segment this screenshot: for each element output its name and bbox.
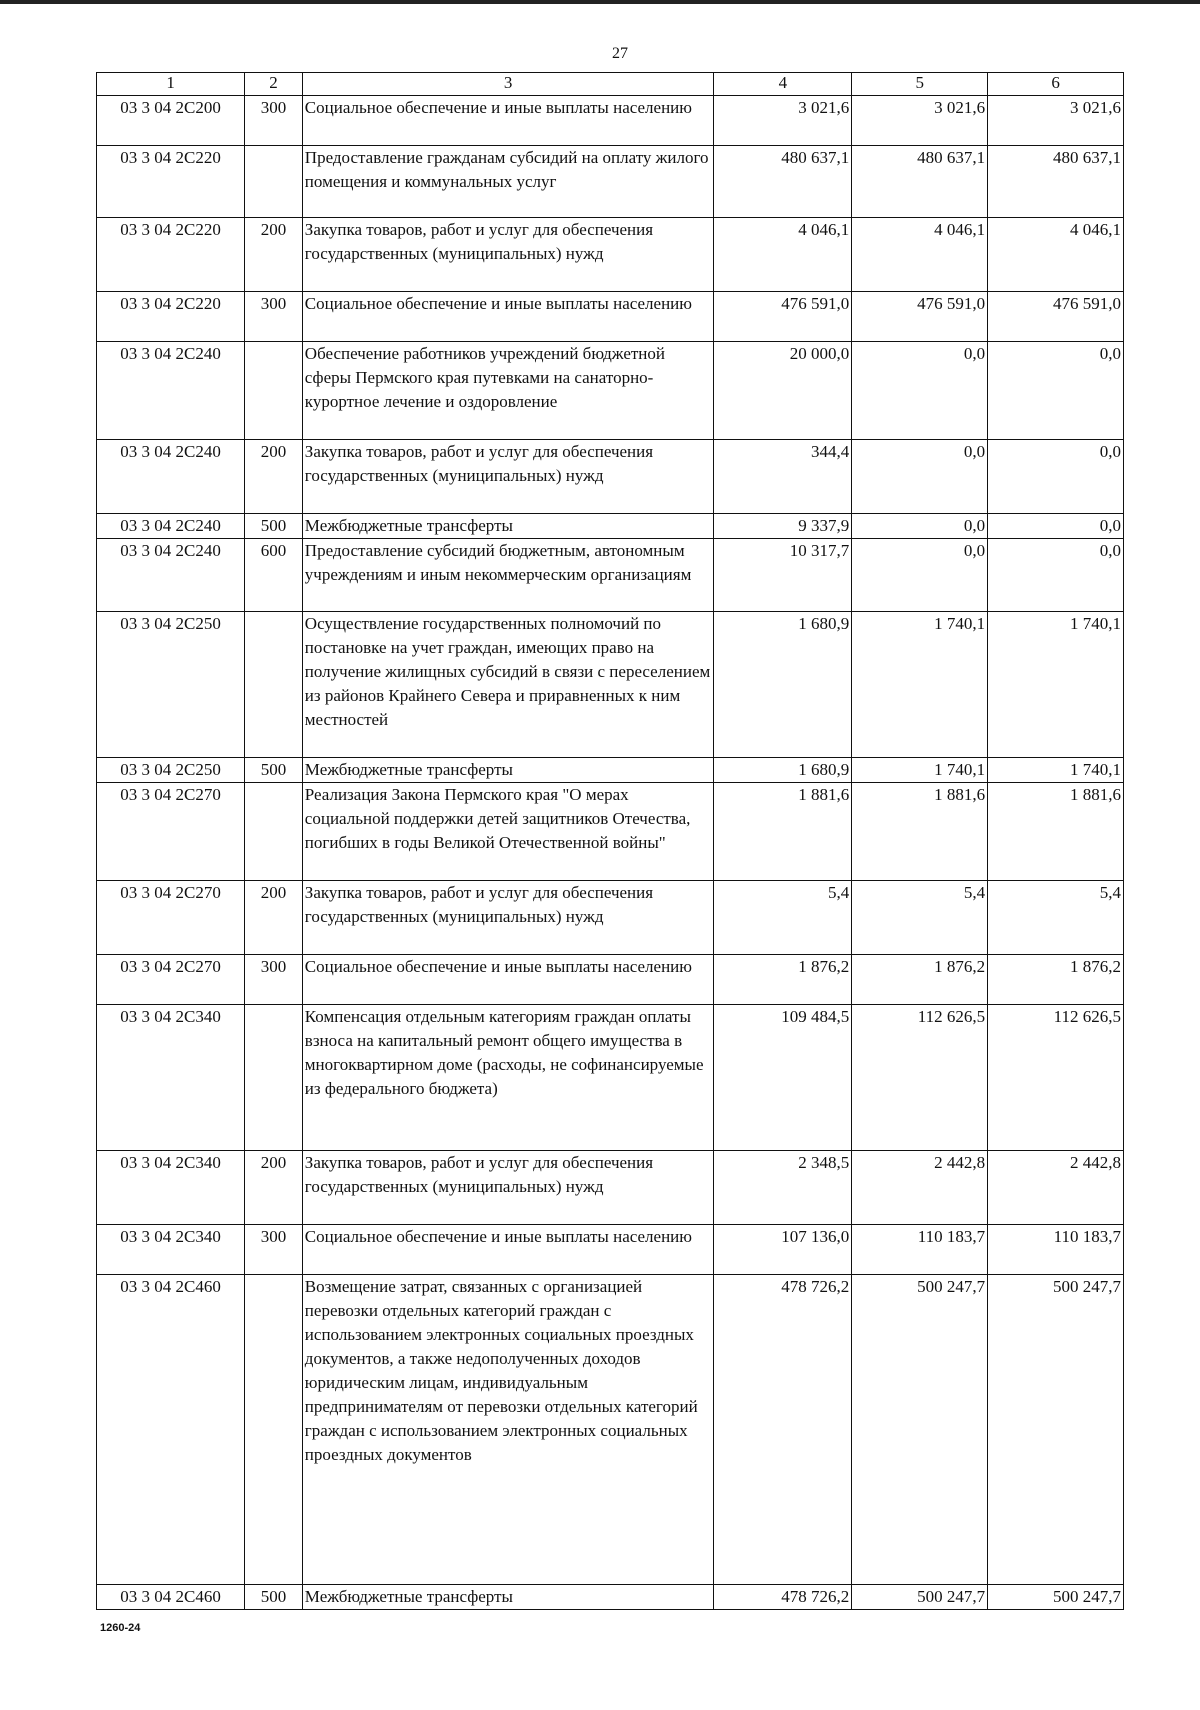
column-header-1: 1 <box>97 73 245 96</box>
row-code: 03 3 04 2C340 <box>97 1151 245 1225</box>
row-name: Предоставление гражданам субсидий на оплату жилого помещения и коммунальных услуг <box>302 146 714 218</box>
row-code: 03 3 04 2C460 <box>97 1585 245 1610</box>
row-value-4: 20 000,0 <box>714 342 852 440</box>
table-row <box>97 440 1124 514</box>
row-value-5: 500 247,7 <box>852 1585 988 1610</box>
table-row <box>97 783 1124 881</box>
row-code: 03 3 04 2C460 <box>97 1275 245 1585</box>
row-name: Межбюджетные трансферты <box>302 1585 714 1610</box>
row-value-4: 9 337,9 <box>714 514 852 539</box>
row-value-5: 1 740,1 <box>852 758 988 783</box>
row-type <box>245 612 303 758</box>
row-code: 03 3 04 2C250 <box>97 758 245 783</box>
row-name: Закупка товаров, работ и услуг для обеспечения государственных (муниципальных) нужд <box>302 440 714 514</box>
table-row <box>97 146 1124 218</box>
row-value-6: 110 183,7 <box>988 1225 1124 1275</box>
row-type: 500 <box>245 514 303 539</box>
row-type: 300 <box>245 1225 303 1275</box>
column-header-2: 2 <box>245 73 303 96</box>
row-value-4: 1 876,2 <box>714 955 852 1005</box>
row-value-5: 0,0 <box>852 440 988 514</box>
row-value-4: 4 046,1 <box>714 218 852 292</box>
column-header-6: 6 <box>988 73 1124 96</box>
row-type: 300 <box>245 96 303 146</box>
row-name: Социальное обеспечение и иные выплаты населению <box>302 96 714 146</box>
row-value-6: 1 740,1 <box>988 758 1124 783</box>
top-border-line <box>0 0 1200 4</box>
column-header-4: 4 <box>714 73 852 96</box>
row-code: 03 3 04 2C220 <box>97 146 245 218</box>
row-type: 200 <box>245 440 303 514</box>
row-name: Возмещение затрат, связанных с организацией перевозки отдельных категорий граждан с использованием электронных социальных проездных документов, а также недополученных доходов юридическим лицам, индивидуальным предпринимателям от перевозки отдельных категорий граждан с использованием электронных социальных проездных документов <box>302 1275 714 1585</box>
row-value-6: 5,4 <box>988 881 1124 955</box>
row-value-6: 4 046,1 <box>988 218 1124 292</box>
row-value-4: 478 726,2 <box>714 1585 852 1610</box>
budget-table <box>96 72 1124 1610</box>
row-value-6: 500 247,7 <box>988 1275 1124 1585</box>
table-row <box>97 292 1124 342</box>
row-type: 300 <box>245 292 303 342</box>
row-value-5: 112 626,5 <box>852 1005 988 1151</box>
row-value-4: 1 680,9 <box>714 612 852 758</box>
row-type: 200 <box>245 881 303 955</box>
row-type: 200 <box>245 218 303 292</box>
row-value-4: 109 484,5 <box>714 1005 852 1151</box>
row-type: 300 <box>245 955 303 1005</box>
row-value-6: 1 876,2 <box>988 955 1124 1005</box>
table-row <box>97 612 1124 758</box>
row-type <box>245 783 303 881</box>
row-value-4: 107 136,0 <box>714 1225 852 1275</box>
row-value-6: 0,0 <box>988 514 1124 539</box>
row-value-6: 2 442,8 <box>988 1151 1124 1225</box>
row-type <box>245 1275 303 1585</box>
row-code: 03 3 04 2C240 <box>97 440 245 514</box>
row-code: 03 3 04 2C270 <box>97 881 245 955</box>
row-value-6: 476 591,0 <box>988 292 1124 342</box>
row-value-4: 1 680,9 <box>714 758 852 783</box>
row-name: Осуществление государственных полномочий по постановке на учет граждан, имеющих право на получение жилищных субсидий в связи с переселением из районов Крайнего Севера и приравненных к ним местностей <box>302 612 714 758</box>
row-type: 500 <box>245 1585 303 1610</box>
table-row <box>97 881 1124 955</box>
document-code: 1260-24 <box>100 1622 141 1634</box>
row-name: Обеспечение работников учреждений бюджетной сферы Пермского края путевками на санаторно-курортное лечение и оздоровление <box>302 342 714 440</box>
row-value-5: 476 591,0 <box>852 292 988 342</box>
table-row <box>97 1275 1124 1585</box>
row-value-4: 3 021,6 <box>714 96 852 146</box>
row-value-5: 1 876,2 <box>852 955 988 1005</box>
row-value-6: 1 740,1 <box>988 612 1124 758</box>
row-value-6: 480 637,1 <box>988 146 1124 218</box>
row-value-5: 480 637,1 <box>852 146 988 218</box>
column-header-5: 5 <box>852 73 988 96</box>
row-value-5: 1 881,6 <box>852 783 988 881</box>
row-value-4: 344,4 <box>714 440 852 514</box>
column-header-3: 3 <box>302 73 714 96</box>
page-number: 27 <box>612 45 628 62</box>
row-code: 03 3 04 2C220 <box>97 218 245 292</box>
row-value-6: 0,0 <box>988 342 1124 440</box>
row-value-5: 1 740,1 <box>852 612 988 758</box>
row-code: 03 3 04 2C270 <box>97 955 245 1005</box>
row-value-4: 478 726,2 <box>714 1275 852 1585</box>
row-name: Межбюджетные трансферты <box>302 514 714 539</box>
row-code: 03 3 04 2C240 <box>97 539 245 612</box>
row-name: Предоставление субсидий бюджетным, автономным учреждениям и иным некоммерческим организациям <box>302 539 714 612</box>
row-type: 500 <box>245 758 303 783</box>
row-value-4: 480 637,1 <box>714 146 852 218</box>
header-row <box>97 73 1124 96</box>
row-code: 03 3 04 2C270 <box>97 783 245 881</box>
row-value-6: 3 021,6 <box>988 96 1124 146</box>
row-name: Закупка товаров, работ и услуг для обеспечения государственных (муниципальных) нужд <box>302 1151 714 1225</box>
row-code: 03 3 04 2C250 <box>97 612 245 758</box>
row-value-4: 2 348,5 <box>714 1151 852 1225</box>
table-row <box>97 955 1124 1005</box>
row-value-5: 0,0 <box>852 514 988 539</box>
row-type: 600 <box>245 539 303 612</box>
row-type <box>245 1005 303 1151</box>
row-value-6: 112 626,5 <box>988 1005 1124 1151</box>
row-type: 200 <box>245 1151 303 1225</box>
row-code: 03 3 04 2C220 <box>97 292 245 342</box>
row-value-5: 0,0 <box>852 539 988 612</box>
row-value-5: 500 247,7 <box>852 1275 988 1585</box>
row-value-6: 1 881,6 <box>988 783 1124 881</box>
table-row <box>97 1225 1124 1275</box>
row-name: Компенсация отдельным категориям граждан оплаты взноса на капитальный ремонт общего имущества в многоквартирном доме (расходы, не софинансируемые из федерального бюджета) <box>302 1005 714 1151</box>
row-name: Социальное обеспечение и иные выплаты населению <box>302 955 714 1005</box>
table-row <box>97 1151 1124 1225</box>
row-type <box>245 146 303 218</box>
table-row <box>97 218 1124 292</box>
row-code: 03 3 04 2C340 <box>97 1225 245 1275</box>
row-name: Закупка товаров, работ и услуг для обеспечения государственных (муниципальных) нужд <box>302 881 714 955</box>
row-code: 03 3 04 2C240 <box>97 514 245 539</box>
row-name: Закупка товаров, работ и услуг для обеспечения государственных (муниципальных) нужд <box>302 218 714 292</box>
row-value-6: 0,0 <box>988 440 1124 514</box>
row-type <box>245 342 303 440</box>
row-value-5: 3 021,6 <box>852 96 988 146</box>
table-row <box>97 758 1124 783</box>
table-row <box>97 539 1124 612</box>
row-code: 03 3 04 2C200 <box>97 96 245 146</box>
row-name: Социальное обеспечение и иные выплаты населению <box>302 1225 714 1275</box>
row-value-5: 0,0 <box>852 342 988 440</box>
row-value-5: 5,4 <box>852 881 988 955</box>
table-row <box>97 1005 1124 1151</box>
row-name: Социальное обеспечение и иные выплаты населению <box>302 292 714 342</box>
row-value-4: 10 317,7 <box>714 539 852 612</box>
row-value-6: 500 247,7 <box>988 1585 1124 1610</box>
row-code: 03 3 04 2C340 <box>97 1005 245 1151</box>
row-value-4: 1 881,6 <box>714 783 852 881</box>
row-value-4: 476 591,0 <box>714 292 852 342</box>
row-name: Межбюджетные трансферты <box>302 758 714 783</box>
table-row <box>97 96 1124 146</box>
row-code: 03 3 04 2C240 <box>97 342 245 440</box>
row-value-5: 2 442,8 <box>852 1151 988 1225</box>
row-value-6: 0,0 <box>988 539 1124 612</box>
row-value-5: 4 046,1 <box>852 218 988 292</box>
table-row <box>97 342 1124 440</box>
table-row <box>97 1585 1124 1610</box>
table-row <box>97 514 1124 539</box>
row-value-5: 110 183,7 <box>852 1225 988 1275</box>
row-value-4: 5,4 <box>714 881 852 955</box>
row-name: Реализация Закона Пермского края "О мерах социальной поддержки детей защитников Отечества, погибших в годы Великой Отечественной войны" <box>302 783 714 881</box>
